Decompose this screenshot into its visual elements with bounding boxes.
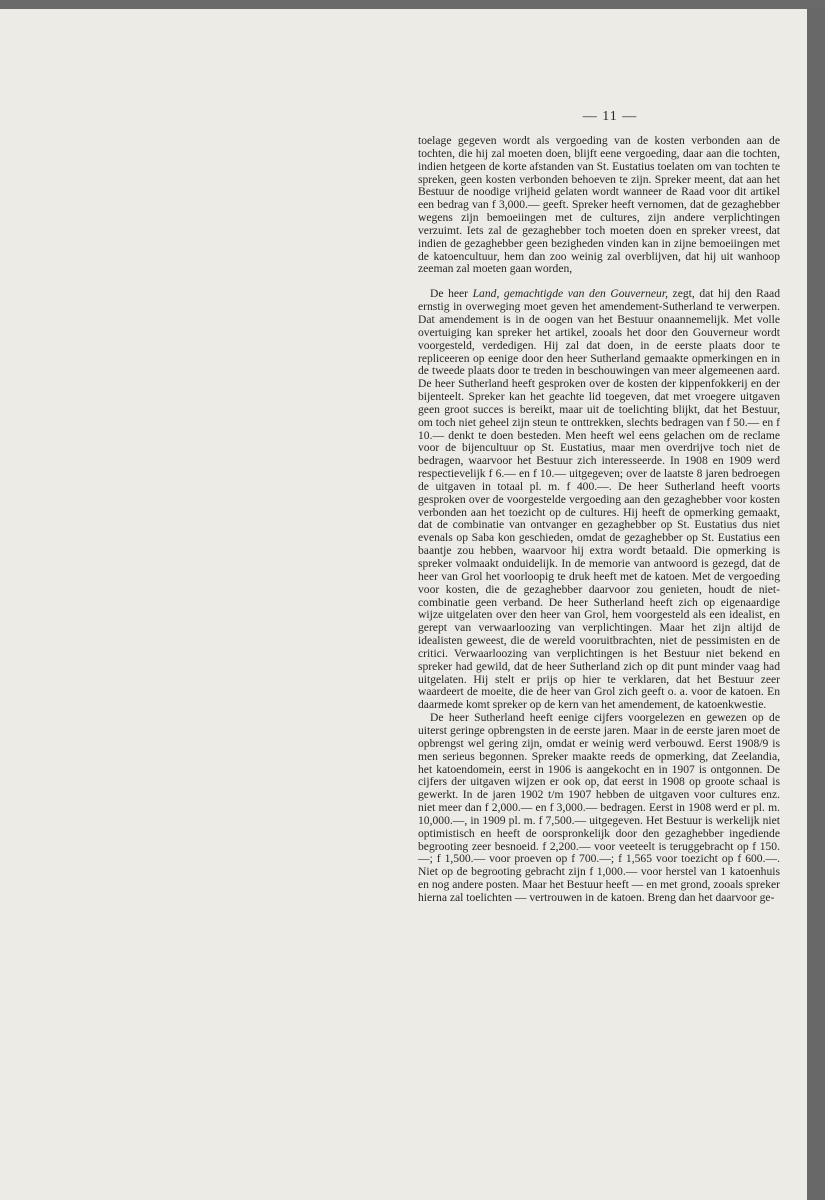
speech-text: zegt, dat hij den Raad ernstig in overweging moet geven het amendement-Sutherland te verwerpen. Dat amendement is in de oogen van het Bestuur onaannemelijk. Met volle overtuiging kan spreker het artikel, zooals het door den Gouverneur wordt voorgesteld, verdedigen. Hij zal dat doen, in de eerste plaats door te repliceeren op eenige door den heer Sutherland gemaakte opmerkingen en in de tweede plaats door te treden in beschouwingen van meer algemeenen aard. De heer Sutherland heeft gesproken over de kosten der kippenfokkerij en der bijenteelt. Spreker kan het geachte lid toegeven, dat met vroegere uitgaven geen groot succes is bereikt, maar uit de toelichting blijkt, dat het Bestuur, om toch niet geheel zijn steun te onttrekken, slechts bedragen van f 50.— en f 10.— denkt te doen besteden. Men heeft wel eens gelachen om de reclame voor de bijencultuur op St. Eustatius, maar men overdrijve toch niet de bedragen, waarvoor het Bestuur zich interesseerde. In 1908 en 1909 werd respectievelijk f 6.— en f 10.— uitgegeven; over de laatste 8 jaren bedroegen de uitgaven in totaal pl. m. f 400.—. De heer Sutherland heeft voorts gesproken over de voorgestelde vergoeding aan den gezaghebber voor kosten verbonden aan het toezicht op de cultures. Hij heeft de opmerking gemaakt, dat de combinatie van ontvanger en gezaghebber op St. Eustatius dus niet evenals op Saba kon geschieden, omdat de gezaghebber op St. Eustatius een baantje zou hebben, waarvoor hij extra wordt betaald. Die opmerking is spreker volmaakt onduidelijk. In de memorie van antwoord is gezegd, dat de heer van Grol het voorloopig te druk heeft met de katoen. Met de vergoeding voor kosten, die de gezaghebber daarvoor zou genieten, houdt de niet-combinatie geen verband. De heer Sutherland heeft zich op eigenaardige wijze uitgelaten over den heer van Grol, hem voorgesteld als een idealist, en gerept van verwaarloozing van verplichtingen. Maar het zijn altijd de idealisten geweest, die de wereld vooruitbrachten, niet de pessimisten en de critici. Verwaarloozing van verplichtingen is het Bestuur niet bekend en spreker had gewild, dat de heer Sutherland zich op dit punt minder vaag had uitgelaten. Hij stelt er prijs op hier te verklaren, dat het Bestuur zeer waardeert de moeite, die de heer van Grol zich geeft o. a. voor de katoen. En daarmede komt spreker op de kern van het amendement, de katoenkwestie. (418, 287, 781, 712)
paragraph-sutherland-figures: De heer Sutherland heeft eenige cijfers voorgelezen en gewezen op de uiterst geringe opbrengsten in de eerste jaren. Maar in de eerste jaren moet de opbrengst wel gering zijn, omdat er weinig werd verbouwd. Eerst 1908/9 is men serieus begonnen. Spreker maakte reeds de opmerking, dat Zeelandia, het katoendomein, eerst in 1906 is aangekocht en in 1907 is ontgonnen. De cijfers der uitgaven wijzen er ook op, dat eerst in 1908 op groote schaal is gewerkt. In de jaren 1902 t/m 1907 hebben de uitgaven voor cultures enz. niet meer dan f 2,000.— en f 3,000.— bedragen. Eerst in 1908 werd er pl. m. 10,000.—, in 1909 pl. m. f 7,500.— uitgegeven. Het Bestuur is werkelijk niet optimistisch en heeft de oorspronkelijk door den gezaghebber ingediende begrooting zeer besnoeid. f 2,200.— voor veeteelt is teruggebracht op f 150.—; f 1,500.— voor proeven op f 700.—; f 1,565 voor toezicht op f 600.—. Niet op de begrooting gebracht zijn f 1,000.— voor herstel van 1 katoenhuis en nog andere posten. Maar het Bestuur heeft — en met grond, zooals spreker hierna zal toelichten — vertrouwen in de katoen. Breng dan het daarvoor ge- (418, 711, 780, 904)
body-text-column (418, 135, 780, 905)
document-page (0, 9, 807, 1200)
paragraph-continuation: toelage gegeven wordt als vergoeding van de kosten verbonden aan de tochten, die hij zal moeten doen, blijft eene vergoeding, daar aan die tochten, indien hetgeen de korte afstanden van St. Eustatius toelaten om van tochten te spreken, geen kosten verbonden behoeven te zijn. Spreker meent, dat aan het Bestuur de noodige vrijheid gelaten wordt wanneer de Raad voor dit artikel een bedrag van f 3,000.— geeft. Spreker heeft vernomen, dat de gezaghebber wegens zijn bemoeiingen met de cultures, zijn andere verplichtingen verzuimt. Iets zal de gezaghebber toch moeten doen en spreker vreest, dat indien de gezaghebber geen bezigheden vinden kan in zijne bemoeiingen met de katoencultuur, hem dan zoo weinig zal overblijven, dat hij uit wanhoop zeeman zal moeten gaan worden, (418, 134, 780, 276)
paragraph-speech-land (418, 288, 780, 712)
scan-border-top (0, 0, 825, 9)
page-number: — 11 — (582, 109, 638, 124)
speaker-prefix: De heer (430, 287, 473, 301)
speaker-name: Land, gemachtigde van den Gouverneur, (472, 287, 668, 301)
